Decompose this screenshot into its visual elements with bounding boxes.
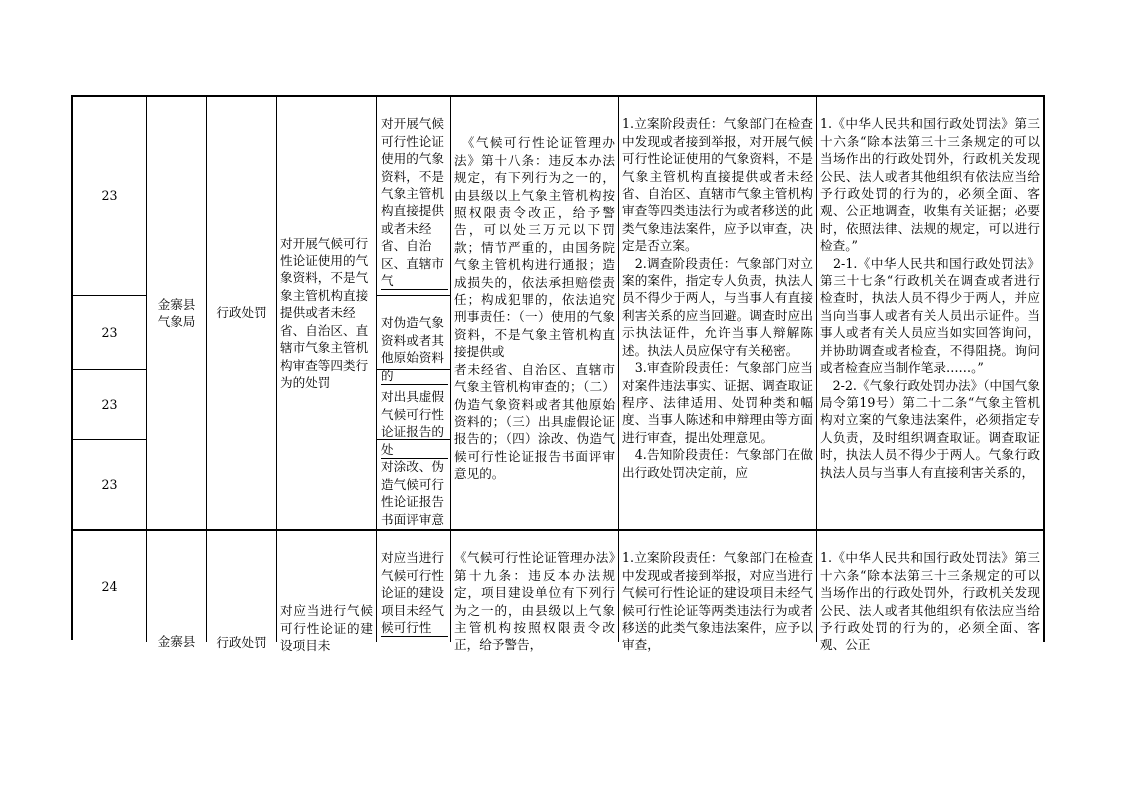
table-cell-department <box>147 531 207 649</box>
table-cell-number <box>73 440 147 531</box>
table-cell-subitem <box>377 296 451 383</box>
subitem-text: 对开展气候可行性论证使用的气象资料，不是气象主管机构直接提供或者未经省、自治区、直辖市气 <box>381 115 448 290</box>
basis-text: 《气候可行性论证管理办法》第十八条：违反本办法规定，有下列行为之一的，由县级以上气象主管机构按照权限责令改正，给予警告，可以处三万元以下罚款；情节严重的，由国务院气象主管机构进行通报；造成损失的，依法承担赔偿责任；构成犯罪的，依法追究刑事责任：（一）使用的气象资料，不是气象主管机构直接提供或 者未经省、自治区、直辖市气象主管机构审查的；（二）伪造气象资料或者其他原始资料的；（三）出具虚假论证报告的；（四）涂改、伪造气候可行性论证报告书面评审意见的。 <box>454 135 615 482</box>
legal-basis-text: 1.《中华人民共和国行政处罚法》第三十六条“除本法第三十三条规定的可以当场作出的行政处罚外，行政机关发现公民、法人或者其他组织有依法应当给予行政处罚的行为的，必须全面、客观、公正地调查，收集有关证据；必要时，依照法律、法规的规定，可以进行检查。” 2-1.《中华人民共和国行政处罚法》第三十七条“行政机关在调查或者进行检查时，执法人员不得少于两人，并应当向当事人或者有关人员出示证件。当事人或者有关人员应当如实回答询问，并协助调查或者检查，不得阻挠。询问或者检查应当制作笔录……。” 2-2.《气象行政处罚办法》（中国气象局令第19号）第二十二条“气象主管机构对立案的气象违法案件，必须指定专人负责，及时组织调查取证。调查取证时，执法人员不得少于两人。气象行政执法人员与当事人有直接利害关系的， <box>820 116 1040 480</box>
table-cell-basis <box>451 531 619 653</box>
subitem-text: 对伪造气象资料或者其他原始资料的 <box>381 314 448 385</box>
department-name: 金寨县 <box>157 633 196 649</box>
table-cell-item <box>277 531 377 654</box>
table-cell-subitem <box>377 440 451 531</box>
department-name: 金寨县 气象局 <box>157 296 196 329</box>
punishment-table <box>71 95 1045 654</box>
table-cell-subitem <box>377 97 451 296</box>
table-cell-subitem <box>377 370 451 457</box>
row-number: 23 <box>101 188 118 204</box>
table-cell-basis <box>451 97 619 531</box>
subitem-text: 对出具虚假气候可行性论证报告的处 <box>381 388 448 459</box>
item-name: 对开展气候可行性论证使用的气象资料，不是气象主管机构直接提供或者未经省、自治区、直辖市气象主管机构审查等四类行为的处罚 <box>280 235 369 390</box>
table-cell-number <box>73 370 147 440</box>
table-cell-number <box>73 97 147 296</box>
table-cell-subitem <box>377 531 451 642</box>
category-label: 行政处罚 <box>216 634 267 650</box>
table-cell-category <box>207 531 277 650</box>
row-number: 24 <box>101 579 118 594</box>
responsibility-text: 1.立案阶段责任：气象部门在检查中发现或者接到举报，对应当进行气候可行性论证的建设项目未经气候可行性论证等两类违法行为或者移送的此类气象违法案件，应予以审查， <box>622 550 813 653</box>
row-number: 23 <box>101 324 118 340</box>
row-number: 23 <box>101 396 118 412</box>
table-cell-responsibility <box>619 97 817 531</box>
table-cell-legal-basis <box>817 97 1045 531</box>
table-cell-number <box>73 531 147 642</box>
category-label: 行政处罚 <box>216 305 267 321</box>
basis-text: 《气候可行性论证管理办法》第十九条：违反本办法规定，项目建设单位有下列行为之一的，由县级以上气象主管机构按照权限责令改正，给予警告， <box>454 550 615 653</box>
table-cell-responsibility <box>619 531 817 653</box>
table-cell-department <box>147 97 207 531</box>
item-name: 对应当进行气候可行性论证的建设项目未 <box>280 603 373 654</box>
table-cell-category <box>207 97 277 531</box>
legal-basis-text: 1.《中华人民共和国行政处罚法》第三十六条“除本法第三十三条规定的可以当场作出的行政处罚外，行政机关发现公民、法人或者其他组织有依法应当给予行政处罚的行为的，必须全面、客观、公正 <box>820 550 1040 653</box>
table-cell-item <box>277 97 377 531</box>
table-cell-legal-basis <box>817 531 1045 653</box>
subitem-text: 对涂改、伪造气候可行性论证报告书面评审意 <box>381 459 444 527</box>
responsibility-text: 1.立案阶段责任：气象部门在检查中发现或者接到举报，对开展气候可行性论证使用的气象资料，不是气象主管机构直接提供或者未经省、自治区、直辖市气象主管机构审查等四类违法行为或者移送的此类气象违法案件，应予以审查，决定是否立案。 2.调查阶段责任：气象部门对立案的案件，指定专人负责，执法人员不得少于两人，与当事人有直接利害关系的应当回避。调查时应出示执法证件，允许当事人辩解陈述。执法人员应保守有关秘密。 3.审查阶段责任：气象部门应当对案件违法事实、证据、调查取证程序、法律适用、处罚种类和幅度、当事人陈述和申辩理由等方面进行审查，提出处理意见。 4.告知阶段责任：气象部门在做出行政处罚决定前，应 <box>622 116 813 480</box>
table-cell-number <box>73 296 147 370</box>
subitem-text: 对应当进行气候可行性论证的建设项目未经气候可行性 <box>381 549 448 637</box>
row-number: 23 <box>101 476 118 492</box>
